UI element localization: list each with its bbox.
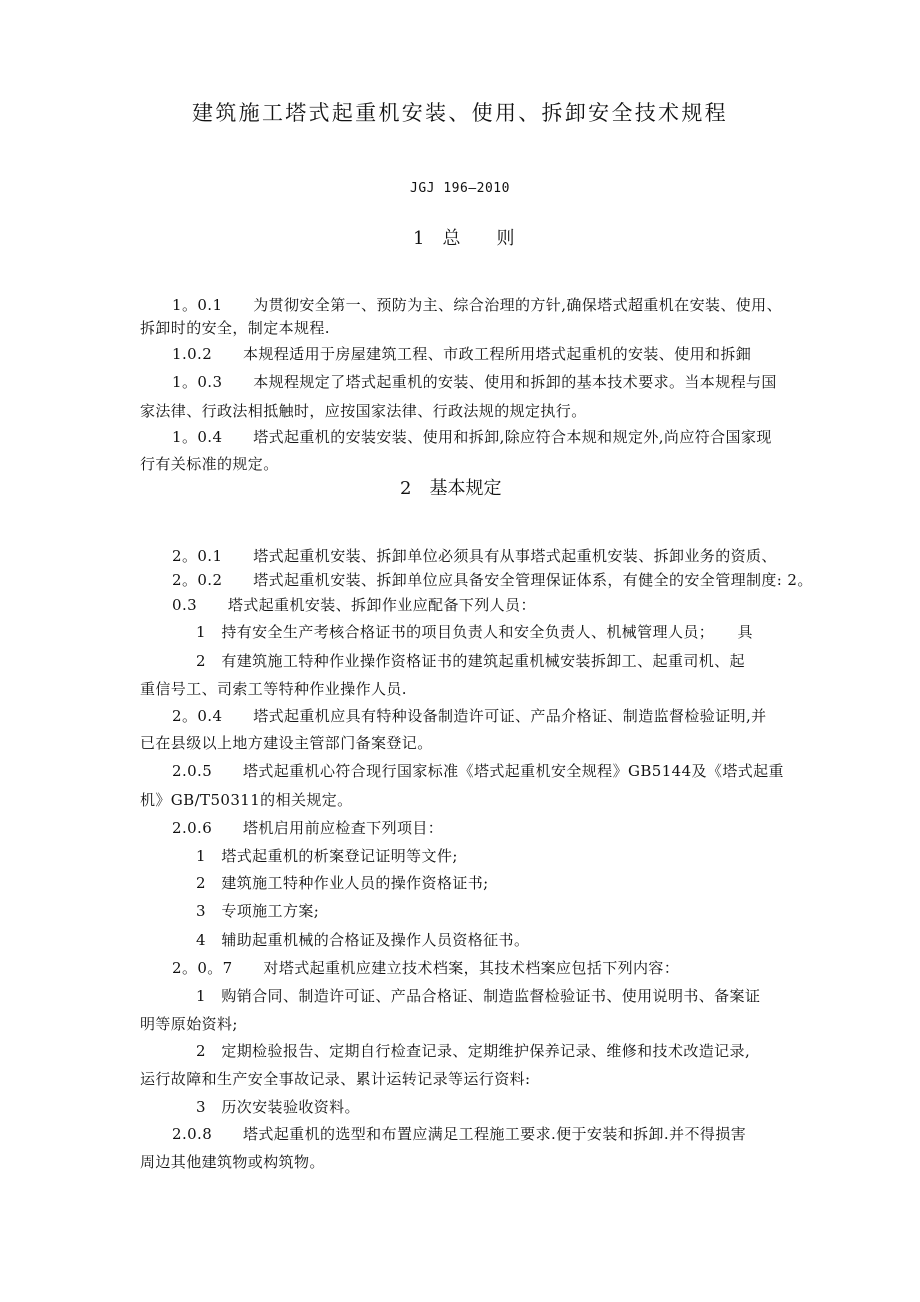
- paragraph-line: 2。0.1 塔式起重机安装、拆卸单位必须具有从事塔式起重机安装、拆卸业务的资质、: [172, 547, 777, 565]
- chapter-1-heading: 1 总 则: [413, 228, 515, 249]
- paragraph-line: 2.0.6 塔机启用前应检查下列项目：: [172, 819, 444, 837]
- paragraph-line: 机》GB/T50311的相关规定。: [140, 791, 353, 809]
- list-item: 1 购销合同、制造许可证、产品合格证、制造监督检验证书、使用说明书、备案证: [196, 987, 761, 1005]
- paragraph-line: 1。0.4 塔式起重机的安装安装、使用和拆卸,除应符合本规和规定外,尚应符合国家现: [172, 428, 772, 446]
- paragraph-line: 家法律、行政法相抵触时，应按国家法律、行政法规的规定执行。: [140, 402, 587, 420]
- paragraph-line: 2。0。7 对塔式起重机应建立技术档案，其技术档案应包括下列内容：: [172, 959, 680, 977]
- paragraph-line: 1。0.1 为贯彻安全第一、预防为主、综合治理的方针,确保塔式超重机在安装、使用、: [172, 296, 782, 314]
- paragraph-line: 2.0.8 塔式起重机的选型和布置应满足工程施工要求.便于安装和拆卸.并不得损害: [172, 1125, 747, 1143]
- list-item: 1 持有安全生产考核合格证书的项目负责人和安全负责人、机械管理人员； 具: [196, 623, 753, 641]
- paragraph-line: 周边其他建筑物或构筑物。: [140, 1153, 325, 1171]
- paragraph-line: 1。0.3 本规程规定了塔式起重机的安装、使用和拆卸的基本技术要求。当本规程与国: [172, 373, 777, 391]
- paragraph-line: 2。0.4 塔式起重机应具有特种设备制造许可证、产品介格证、制造监督检验证明,并: [172, 707, 767, 725]
- paragraph-line: 拆卸时的安全，制定本规程.: [140, 319, 330, 337]
- list-item: 2 定期检验报告、定期自行检查记录、定期维护保养记录、维修和技术改造记录,: [196, 1042, 751, 1060]
- list-item: 4 辅助起重机械的合格证及操作人员资格征书。: [196, 931, 530, 949]
- paragraph-line: 运行故障和生产安全事故记录、累计运转记录等运行资料:: [140, 1070, 531, 1088]
- paragraph-line: 2。0.2 塔式起重机安装、拆卸单位应具备安全管理保证体系，有健全的安全管理制度: 2。: [172, 571, 813, 589]
- paragraph-line: 已在县级以上地方建设主管部门备案登记。: [140, 734, 433, 752]
- paragraph-line: 行有关标准的规定。: [140, 455, 279, 473]
- paragraph-line: 明等原始资料;: [140, 1015, 238, 1033]
- document-title: 建筑施工塔式起重机安装、使用、拆卸安全技术规程: [192, 101, 728, 125]
- list-item: 2 建筑施工特种作业人员的操作资格证书;: [196, 874, 489, 892]
- standard-code: JGJ 196—2010: [410, 181, 510, 196]
- list-item: 3 专项施工方案;: [196, 902, 320, 920]
- paragraph-line: 2.0.5 塔式起重机心符合现行国家标准《塔式起重机安全规程》GB5144及《塔式起重: [172, 762, 784, 780]
- paragraph-line: 1.0.2 本规程适用于房屋建筑工程、市政工程所用塔式起重机的安装、使用和拆鈿: [172, 345, 752, 363]
- chapter-2-heading: 2 基本规定: [400, 478, 502, 499]
- paragraph-line: 0.3 塔式起重机安装、拆卸作业应配备下列人员：: [172, 596, 536, 614]
- list-item: 2 有建筑施工特种作业操作资格证书的建筑起重机械安装拆卸工、起重司机、起: [196, 652, 745, 670]
- list-item: 1 塔式起重机的析案登记证明等文件;: [196, 847, 458, 865]
- paragraph-line: 重信号工、司索工等特种作业操作人员.: [140, 680, 407, 698]
- list-item: 3 历次安装验收资料。: [196, 1098, 360, 1116]
